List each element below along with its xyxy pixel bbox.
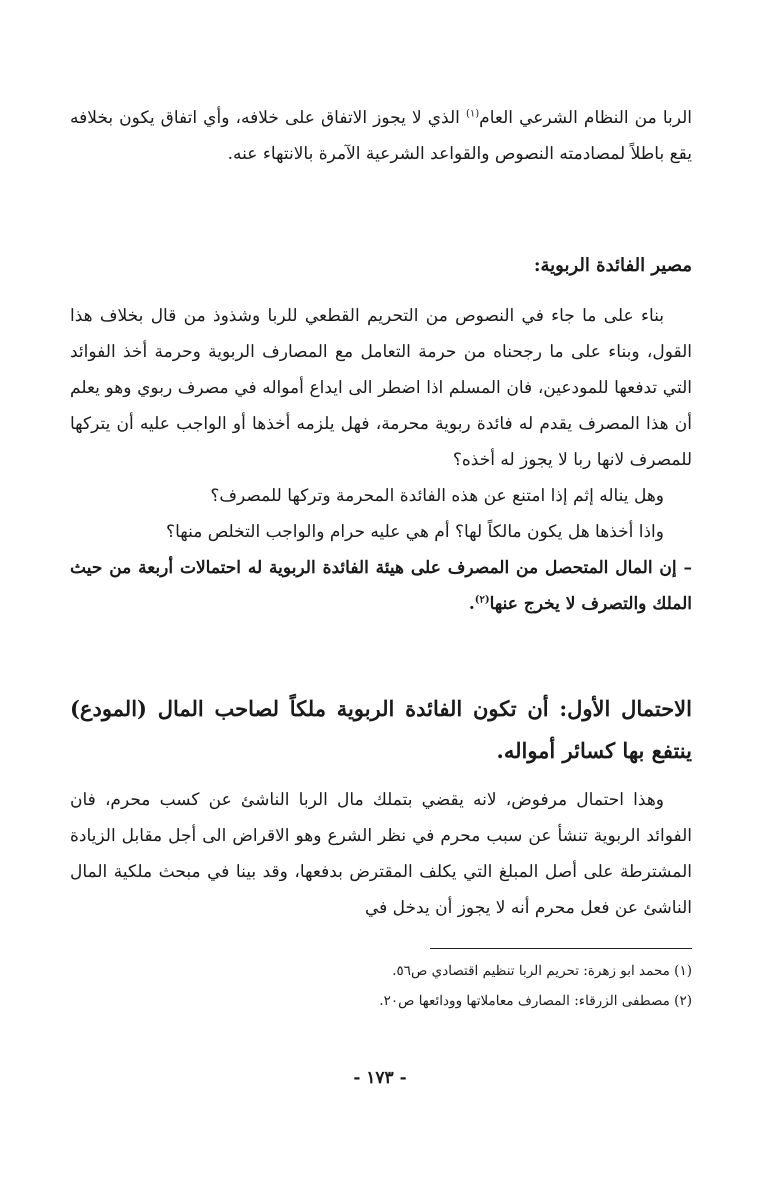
section-first-possibility: [70, 688, 692, 926]
footnote-divider: [430, 948, 692, 949]
intro-paragraph: [70, 100, 692, 172]
section-paragraph: بناء على ما جاء في النصوص من التحريم القطعي للربا وشذوذ من قال بخلاف هذا القول، وبناء على ما رجحناه من حرمة التعامل مع المصارف الربوية وحرمة أخذ الفوائد التي تدفعها للمودعين، فان المسلم اذا اضطر الى ايداع أمواله في مصرف ربوي وهو يعلم أن هذا المصرف يقدم له فائدة ربوية محرمة، فهل يلزمه أخذها أو الواجب عليه أن يتركها للمصرف لانها ربا لا يجوز له أخذه؟: [70, 306, 692, 470]
section-fate-of-interest: [70, 248, 692, 622]
question-paragraph: واذا أخذها هل يكون مالكاً لها؟ أم هي عليه حرام والواجب التخلص منها؟: [166, 522, 664, 542]
section-heading: مصير الفائدة الربوية:: [533, 255, 692, 276]
intro-text-b: الذي لا يجوز الاتفاق على خلافه، وأي اتفاق يكون بخلافه يقع باطلاً لمصادمته النصوص والقواعد الشرعية الآمرة بالانتهاء عنه.: [70, 108, 692, 164]
page-number: - ١٧٣ -: [353, 1068, 407, 1088]
possibility-heading: الاحتمال الأول: أن تكون الفائدة الربوية ملكاً لصاحب المال (المودع) ينتفع بها كسائر أمواله.: [70, 696, 692, 763]
possibilities-end: .: [468, 594, 475, 614]
possibilities-paragraph: [70, 550, 692, 622]
intro-text-a: الربا من النظام الشرعي العام: [479, 108, 693, 128]
possibilities-text: – إن المال المتحصل من المصرف على هيئة الفائدة الربوية له احتمالات أربعة من حيث الملك والتصرف لا يخرج عنها: [70, 558, 692, 614]
question-paragraph: وهل يناله إثم إذا امتنع عن هذه الفائدة المحرمة وتركها للمصرف؟: [210, 486, 664, 506]
footnotes: [70, 956, 692, 1016]
footnote-ref-2: (٢): [474, 594, 490, 606]
footnote-2: (٢) مصطفى الزرقاء: المصارف معاملاتها وودائعها ص٢٠.: [379, 993, 692, 1009]
footnote-1: (١) محمد ابو زهرة: تحريم الربا تنظيم اقتصادي ص٥٦.: [392, 963, 692, 979]
footnote-ref-1: (١): [465, 108, 480, 120]
intro-text: [70, 100, 692, 172]
possibility-paragraph: وهذا احتمال مرفوض، لانه يقضي بتملك مال الربا الناشئ عن كسب محرم، فان الفوائد الربوية تنشأ عن سبب محرم في نظر الشرع وهو الاقراض الى أجل مقابل الزيادة المشترطة على أصل المبلغ التي يكلف المقترض بدفعها، وقد بينا في مبحث ملكية المال الناشئ عن فعل محرم أنه لا يجوز أن يدخل في: [70, 790, 692, 918]
